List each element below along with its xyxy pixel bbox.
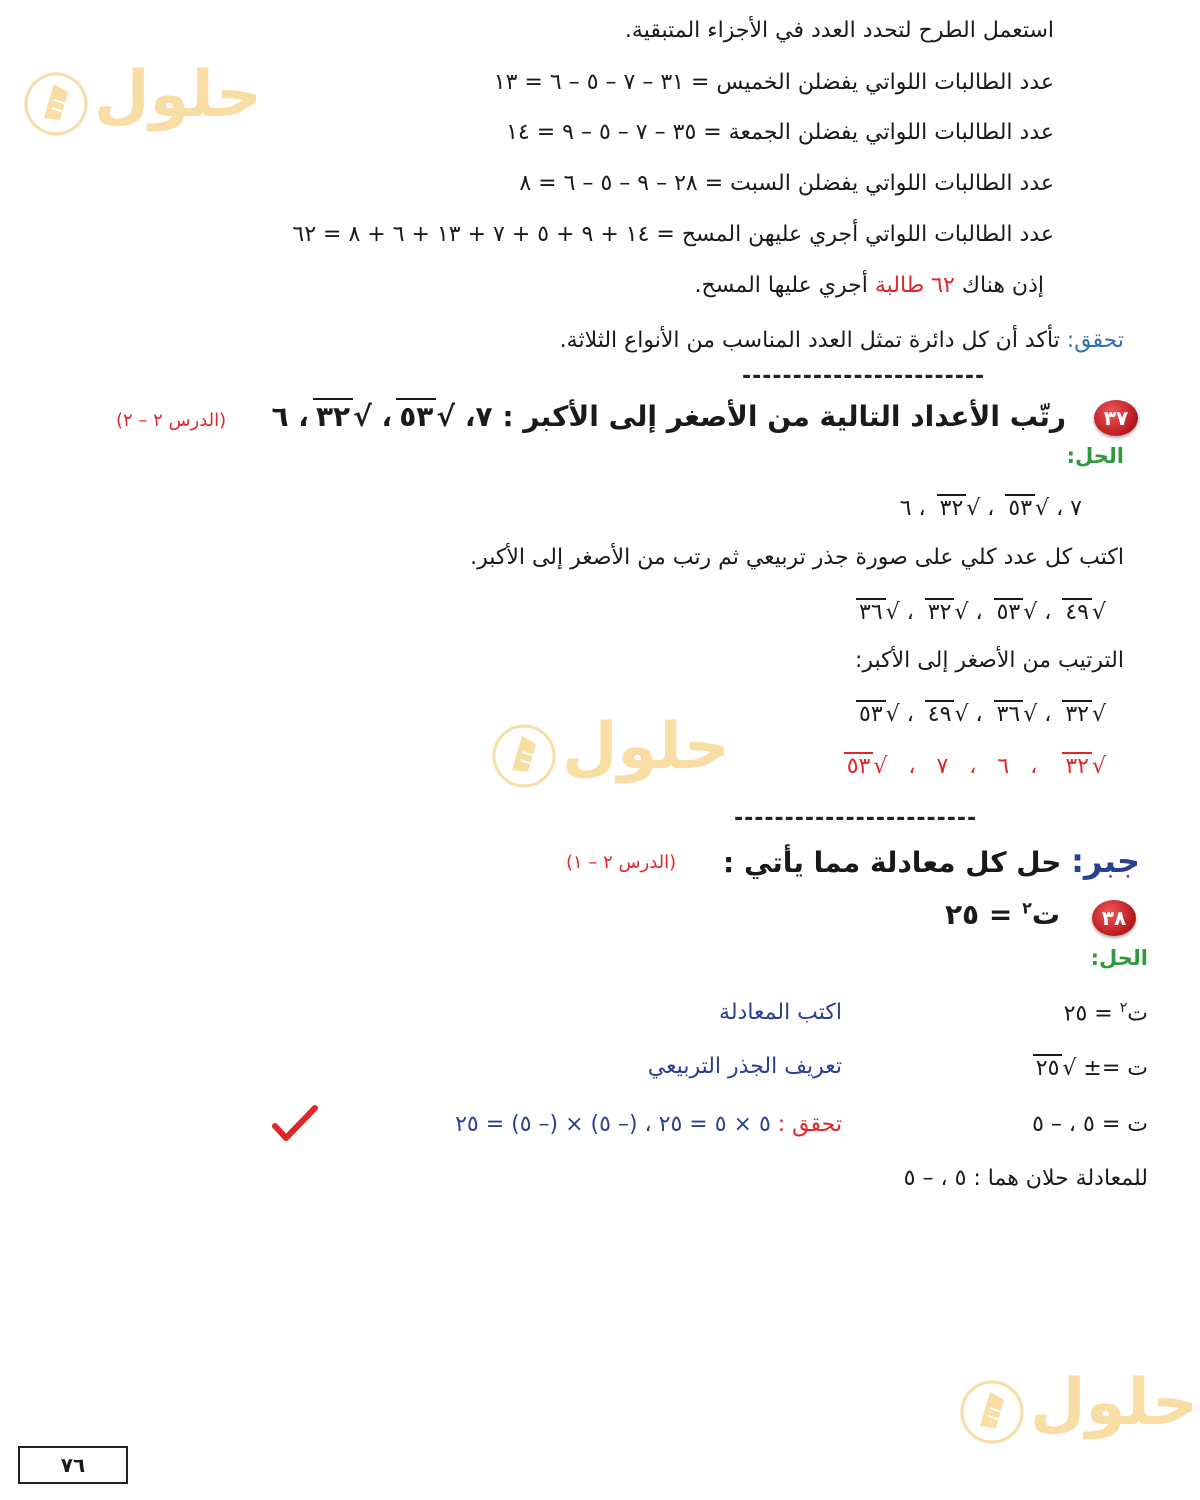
q38-conclusion: للمعادلة حلان هما : ٥ ، – ٥	[903, 1166, 1148, 1191]
watermark-text: حلول	[562, 710, 730, 784]
intro-line-4: عدد الطالبات اللواتي يفضلن السبت = ٢٨ – ٩ – ٥ – ٦ = ٨	[519, 171, 1054, 196]
q37-row-1: ٧ ، √٥٣ ، √٣٢ ، ٦	[899, 496, 1082, 521]
q37-sqrt-item: √٣٢	[309, 398, 372, 433]
algebra-label: جبر:	[1071, 842, 1140, 880]
q38-step-3-check	[455, 1112, 842, 1137]
q38-check-text: ٥ × ٥ = ٢٥ ، (– ٥) × (– ٥) = ٢٥	[455, 1112, 771, 1137]
intro-line-1: استعمل الطرح لتحدد العدد في الأجزاء المتبقية.	[624, 18, 1054, 43]
question-38-badge: ٣٨	[1092, 900, 1136, 936]
question-37-badge: ٣٧	[1094, 400, 1138, 436]
q37-row-4: √٣٢ ، ٦ ، ٧ ، √٥٣	[840, 752, 1106, 779]
q38-step-2-math: ت =± √٢٥	[1029, 1054, 1148, 1081]
watermark-logo-center	[492, 710, 730, 796]
intro-line-2: عدد الطالبات اللواتي يفضلن الخميس = ٣١ – ٧ – ٥ – ٦ = ١٣	[493, 70, 1054, 95]
q38-equation: ت$^٢$ = ٢٥	[944, 898, 1060, 931]
q37-item: ٧	[475, 400, 493, 433]
q38-step-1-math: ت$^٢$ = ٢٥	[1063, 1000, 1148, 1027]
q38-step-3-math: ت = ٥ ، – ٥	[1032, 1112, 1148, 1137]
watermark-text: حلول	[1030, 1366, 1198, 1440]
watermark-logo-bottom	[960, 1366, 1198, 1452]
q37-sqrt-item: √٥٣	[392, 398, 455, 433]
watermark-text: حلول	[94, 58, 262, 132]
intro-line-5: عدد الطالبات اللواتي أجري عليهن المسح = ١٤ + ٩ + ٥ + ٧ + ١٣ + ٦ + ٨ = ٦٢	[292, 222, 1054, 247]
watermark-logo	[24, 58, 262, 144]
q37-order-label: الترتيب من الأصغر إلى الأكبر:	[854, 648, 1124, 673]
q38-step-2-note: تعريف الجذر التربيعي	[647, 1054, 842, 1079]
q37-row-3: √٣٢ ، √٣٦ ، √٤٩ ، √٥٣	[852, 700, 1106, 727]
q37-lesson-ref: (الدرس ٢ – ٢)	[116, 410, 227, 431]
q38-step-1-note: اكتب المعادلة	[719, 1000, 842, 1025]
check-label: تحقق:	[1066, 328, 1124, 353]
q37-solution-label: الحل:	[1066, 444, 1124, 468]
intro-check	[560, 328, 1124, 353]
algebra-title: حل كل معادلة مما يأتي :	[723, 846, 1062, 879]
q38-solution-label: الحل:	[1090, 946, 1148, 970]
algebra-heading	[723, 842, 1140, 880]
page-number: ٧٦	[18, 1446, 128, 1484]
q37-instruction: اكتب كل عدد كلي على صورة جذر تربيعي ثم رتب من الأصغر إلى الأكبر.	[470, 545, 1124, 570]
intro-line-6-highlight: ٦٢ طالبة	[874, 273, 955, 298]
q37-prompt: رتّب الأعداد التالية من الأصغر إلى الأكبر :	[502, 400, 1066, 433]
intro-line-6-post: أجري عليها المسح.	[694, 273, 868, 298]
check-text: تأكد أن كل دائرة تمثل العدد المناسب من الأنواع الثلاثة.	[559, 328, 1060, 353]
q37-item: ٦	[271, 400, 289, 433]
q38-check-label: تحقق :	[777, 1112, 842, 1137]
q37-row-2: √٤٩ ، √٥٣ ، √٣٢ ، √٣٦	[852, 598, 1106, 625]
divider-2: ------------------------	[734, 806, 978, 831]
intro-line-6	[695, 273, 1044, 298]
question-37-title: رتّب الأعداد التالية من الأصغر إلى الأكبر : ٧، √٥٣، √٣٢، ٦	[271, 400, 1066, 433]
q38-lesson-ref: (الدرس ٢ – ١)	[566, 852, 677, 873]
divider-1: ------------------------	[742, 364, 986, 389]
intro-line-6-pre: إذن هناك	[961, 273, 1044, 298]
intro-line-3: عدد الطالبات اللواتي يفضلن الجمعة = ٣٥ – ٧ – ٥ – ٩ = ١٤	[506, 120, 1054, 145]
checkmark-icon	[272, 1104, 318, 1144]
